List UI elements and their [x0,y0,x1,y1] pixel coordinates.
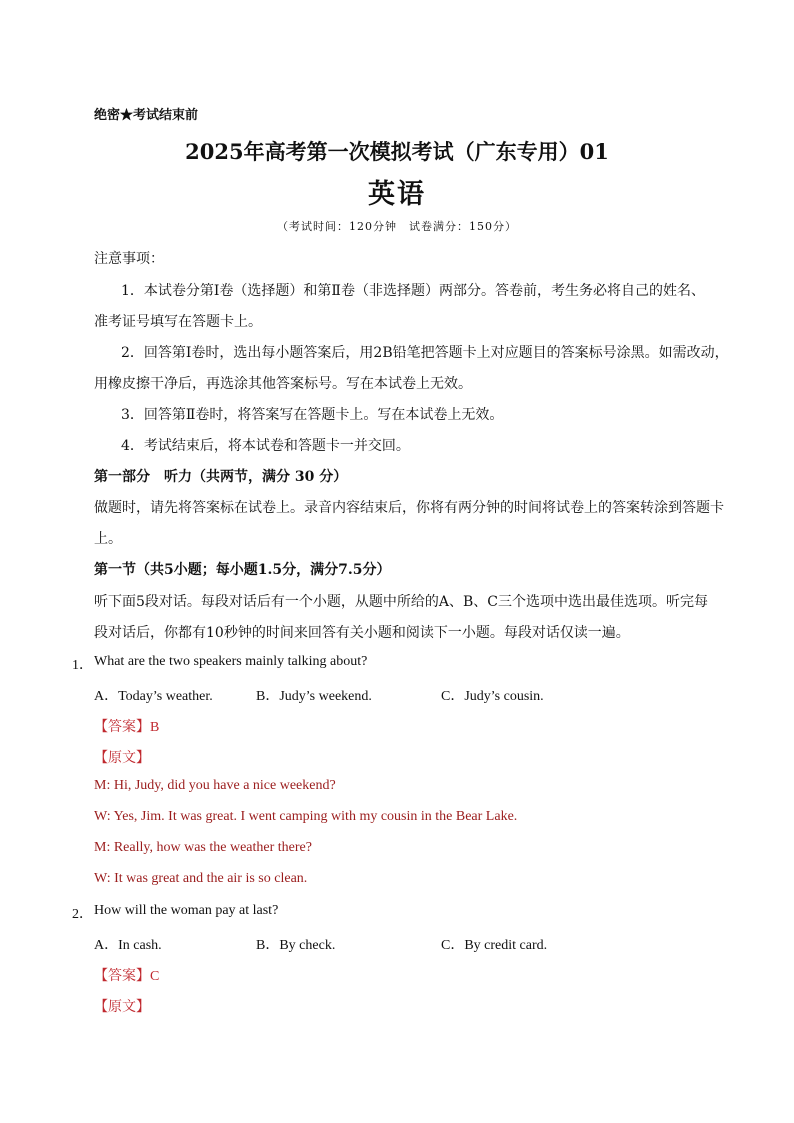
question-2-option-a: A．In cash. [94,938,162,953]
section-1-instruction-line-2: 段对话后，你都有10秒钟的时间来回答有关小题和阅读下一小题。每段对话仅读一遍。 [94,625,630,641]
question-2-answer [94,965,159,985]
question-2-number: 2． [72,907,93,922]
transcript-line: M: Hi, Judy, did you have a nice weekend? [94,778,336,793]
part-1-instruction-line-1: 做题时，请先将答案标在试卷上。录音内容结束后，你将有两分钟的时间将试卷上的答案转涂到答题卡 [94,500,724,516]
answer-label: 【答案】 [94,968,150,984]
notice-item-1-line-2: 准考证号填写在答题卡上。 [94,314,262,330]
question-2-transcript-label: 【原文】 [94,999,150,1015]
transcript-line: M: Really, how was the weather there? [94,840,312,855]
part-1-heading: 第一部分 听力（共两节，满分 30 分） [94,469,348,485]
question-1-answer [94,716,159,736]
notice-item-2-line-1: 2．回答第Ⅰ卷时，选出每小题答案后，用2B铅笔把答题卡上对应题目的答案标号涂黑。如需改动， [121,345,729,361]
notice-item-4: 4．考试结束后，将本试卷和答题卡一并交回。 [121,438,410,454]
question-2-option-b: B．By check. [256,938,336,953]
answer-label: 【答案】 [94,719,150,735]
exam-time-score-info: （考试时间：120分钟 试卷满分：150分） [277,220,517,233]
part-1-instruction-line-2: 上。 [94,531,122,547]
notice-item-2-line-2: 用橡皮擦干净后，再选涂其他答案标号。写在本试卷上无效。 [94,376,472,392]
section-1-instruction-line-1: 听下面5段对话。每段对话后有一个小题，从题中所给的A、B、C三个选项中选出最佳选项。听完每 [94,594,709,610]
transcript-line: W: It was great and the air is so clean. [94,871,308,886]
subject-title: 英语 [368,179,426,210]
question-1-option-a: A．Today’s weather. [94,689,213,704]
notice-heading: 注意事项： [94,251,164,267]
question-1-option-b: B．Judy’s weekend. [256,689,372,704]
question-1-transcript-label: 【原文】 [94,750,150,766]
notice-item-1-line-1: 1．本试卷分第Ⅰ卷（选择题）和第Ⅱ卷（非选择题）两部分。答卷前，考生务必将自己的姓名、 [121,283,705,299]
question-2-option-c: C．By credit card. [441,938,548,953]
answer-value: C [150,969,160,984]
notice-item-3: 3．回答第Ⅱ卷时，将答案写在答题卡上。写在本试卷上无效。 [121,407,504,423]
question-1-number: 1． [72,658,93,673]
answer-value: B [150,720,160,735]
exam-title: 2025年高考第一次模拟考试（广东专用）01 [185,139,609,164]
question-1-option-c: C．Judy’s cousin. [441,689,544,704]
transcript-line: W: Yes, Jim. It was great. I went camping with my cousin in the Bear Lake. [94,809,518,824]
question-1-stem: What are the two speakers mainly talking about? [94,654,368,669]
question-2-stem: How will the woman pay at last? [94,903,279,918]
confidential-label: 绝密★考试结束前 [94,108,199,123]
section-1-heading: 第一节（共5小题；每小题1.5分，满分7.5分） [94,562,391,578]
